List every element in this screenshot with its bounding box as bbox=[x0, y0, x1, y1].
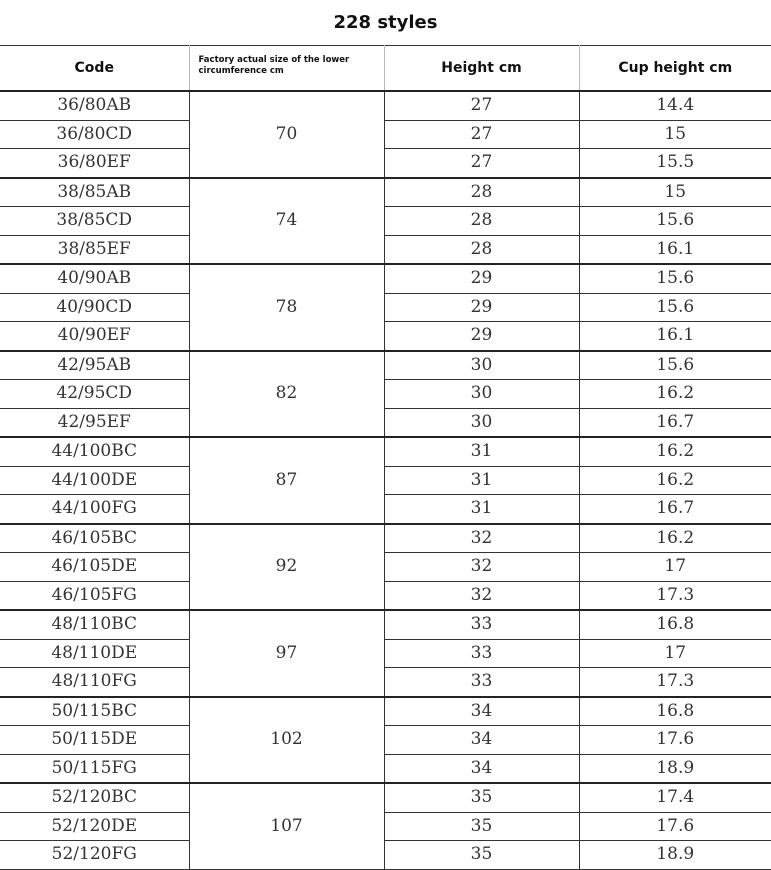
height-cell: 31 bbox=[384, 437, 579, 466]
height-cell: 27 bbox=[384, 149, 579, 178]
table-row bbox=[0, 783, 771, 812]
cup-height-cell: 16.7 bbox=[579, 408, 771, 437]
code-cell: 38/85AB bbox=[0, 178, 189, 207]
cup-height-cell: 16.2 bbox=[579, 380, 771, 409]
code-cell: 42/95AB bbox=[0, 351, 189, 380]
code-cell: 50/115DE bbox=[0, 726, 189, 755]
code-cell: 52/120DE bbox=[0, 812, 189, 841]
cup-height-cell: 17.3 bbox=[579, 581, 771, 610]
table-row bbox=[0, 668, 771, 697]
code-cell: 42/95CD bbox=[0, 380, 189, 409]
code-cell: 44/100BC bbox=[0, 437, 189, 466]
code-cell: 36/80CD bbox=[0, 120, 189, 149]
height-cell: 31 bbox=[384, 495, 579, 524]
cup-height-cell: 15 bbox=[579, 120, 771, 149]
height-cell: 35 bbox=[384, 841, 579, 870]
cup-height-cell: 17.4 bbox=[579, 783, 771, 812]
code-cell: 52/120BC bbox=[0, 783, 189, 812]
lower-circumference-cell: 87 bbox=[189, 437, 384, 524]
cup-height-cell: 16.2 bbox=[579, 437, 771, 466]
cup-height-cell: 17.6 bbox=[579, 812, 771, 841]
lower-circumference-cell: 78 bbox=[189, 264, 384, 351]
table-row bbox=[0, 524, 771, 553]
table-row bbox=[0, 178, 771, 207]
table-row bbox=[0, 264, 771, 293]
table-row bbox=[0, 639, 771, 668]
height-cell: 32 bbox=[384, 581, 579, 610]
cup-height-cell: 15 bbox=[579, 178, 771, 207]
cup-height-cell: 14.4 bbox=[579, 91, 771, 120]
table-row bbox=[0, 293, 771, 322]
lower-circumference-cell: 92 bbox=[189, 524, 384, 611]
height-cell: 29 bbox=[384, 293, 579, 322]
code-cell: 40/90EF bbox=[0, 322, 189, 351]
height-cell: 33 bbox=[384, 668, 579, 697]
height-cell: 28 bbox=[384, 178, 579, 207]
code-cell: 48/110DE bbox=[0, 639, 189, 668]
table-row bbox=[0, 380, 771, 409]
cup-height-cell: 17.3 bbox=[579, 668, 771, 697]
code-cell: 52/120FG bbox=[0, 841, 189, 870]
table-row bbox=[0, 841, 771, 870]
code-cell: 36/80EF bbox=[0, 149, 189, 178]
code-cell: 38/85EF bbox=[0, 235, 189, 264]
code-cell: 40/90CD bbox=[0, 293, 189, 322]
height-cell: 31 bbox=[384, 466, 579, 495]
size-chart-table bbox=[0, 45, 771, 870]
table-row bbox=[0, 466, 771, 495]
cup-height-cell: 16.1 bbox=[579, 322, 771, 351]
code-cell: 50/115FG bbox=[0, 754, 189, 783]
cup-height-cell: 16.1 bbox=[579, 235, 771, 264]
table-row bbox=[0, 207, 771, 236]
cup-height-cell: 15.5 bbox=[579, 149, 771, 178]
code-cell: 44/100DE bbox=[0, 466, 189, 495]
header-height: Height cm bbox=[384, 46, 579, 92]
cup-height-cell: 17 bbox=[579, 553, 771, 582]
height-cell: 32 bbox=[384, 524, 579, 553]
height-cell: 29 bbox=[384, 264, 579, 293]
height-cell: 35 bbox=[384, 812, 579, 841]
code-cell: 42/95EF bbox=[0, 408, 189, 437]
code-cell: 38/85CD bbox=[0, 207, 189, 236]
lower-circumference-cell: 70 bbox=[189, 91, 384, 178]
code-cell: 48/110BC bbox=[0, 610, 189, 639]
cup-height-cell: 17 bbox=[579, 639, 771, 668]
header-row bbox=[0, 46, 771, 92]
height-cell: 27 bbox=[384, 120, 579, 149]
cup-height-cell: 15.6 bbox=[579, 293, 771, 322]
cup-height-cell: 16.2 bbox=[579, 524, 771, 553]
table-body bbox=[0, 91, 771, 869]
height-cell: 34 bbox=[384, 697, 579, 726]
code-cell: 50/115BC bbox=[0, 697, 189, 726]
table-row bbox=[0, 437, 771, 466]
table-row bbox=[0, 322, 771, 351]
table-row bbox=[0, 812, 771, 841]
cup-height-cell: 15.6 bbox=[579, 351, 771, 380]
lower-circumference-cell: 107 bbox=[189, 783, 384, 869]
cup-height-cell: 16.8 bbox=[579, 610, 771, 639]
table-row bbox=[0, 581, 771, 610]
height-cell: 32 bbox=[384, 553, 579, 582]
cup-height-cell: 16.2 bbox=[579, 466, 771, 495]
height-cell: 33 bbox=[384, 610, 579, 639]
page-title: 228 styles bbox=[333, 11, 438, 33]
height-cell: 34 bbox=[384, 726, 579, 755]
height-cell: 33 bbox=[384, 639, 579, 668]
height-cell: 30 bbox=[384, 408, 579, 437]
height-cell: 34 bbox=[384, 754, 579, 783]
code-cell: 44/100FG bbox=[0, 495, 189, 524]
cup-height-cell: 15.6 bbox=[579, 264, 771, 293]
table-row bbox=[0, 553, 771, 582]
lower-circumference-cell: 97 bbox=[189, 610, 384, 697]
lower-circumference-cell: 74 bbox=[189, 178, 384, 265]
code-cell: 46/105DE bbox=[0, 553, 189, 582]
code-cell: 48/110FG bbox=[0, 668, 189, 697]
code-cell: 46/105FG bbox=[0, 581, 189, 610]
height-cell: 28 bbox=[384, 207, 579, 236]
code-cell: 46/105BC bbox=[0, 524, 189, 553]
cup-height-cell: 15.6 bbox=[579, 207, 771, 236]
table-row bbox=[0, 408, 771, 437]
cup-height-cell: 18.9 bbox=[579, 754, 771, 783]
code-cell: 36/80AB bbox=[0, 91, 189, 120]
table-row bbox=[0, 754, 771, 783]
height-cell: 29 bbox=[384, 322, 579, 351]
table-row bbox=[0, 149, 771, 178]
cup-height-cell: 16.7 bbox=[579, 495, 771, 524]
table-row bbox=[0, 495, 771, 524]
header-code: Code bbox=[0, 46, 189, 92]
lower-circumference-cell: 102 bbox=[189, 697, 384, 784]
table-row bbox=[0, 726, 771, 755]
table-row bbox=[0, 91, 771, 120]
height-cell: 30 bbox=[384, 351, 579, 380]
table-row bbox=[0, 120, 771, 149]
table-row bbox=[0, 697, 771, 726]
height-cell: 35 bbox=[384, 783, 579, 812]
cup-height-cell: 16.8 bbox=[579, 697, 771, 726]
height-cell: 30 bbox=[384, 380, 579, 409]
code-cell: 40/90AB bbox=[0, 264, 189, 293]
table-row bbox=[0, 351, 771, 380]
height-cell: 28 bbox=[384, 235, 579, 264]
table-row bbox=[0, 610, 771, 639]
lower-circumference-cell: 82 bbox=[189, 351, 384, 438]
height-cell: 27 bbox=[384, 91, 579, 120]
table-row bbox=[0, 235, 771, 264]
cup-height-cell: 17.6 bbox=[579, 726, 771, 755]
header-cup-height: Cup height cm bbox=[579, 46, 771, 92]
header-lower-circumference: Factory actual size of the lower circumference cm bbox=[189, 46, 384, 92]
cup-height-cell: 18.9 bbox=[579, 841, 771, 870]
